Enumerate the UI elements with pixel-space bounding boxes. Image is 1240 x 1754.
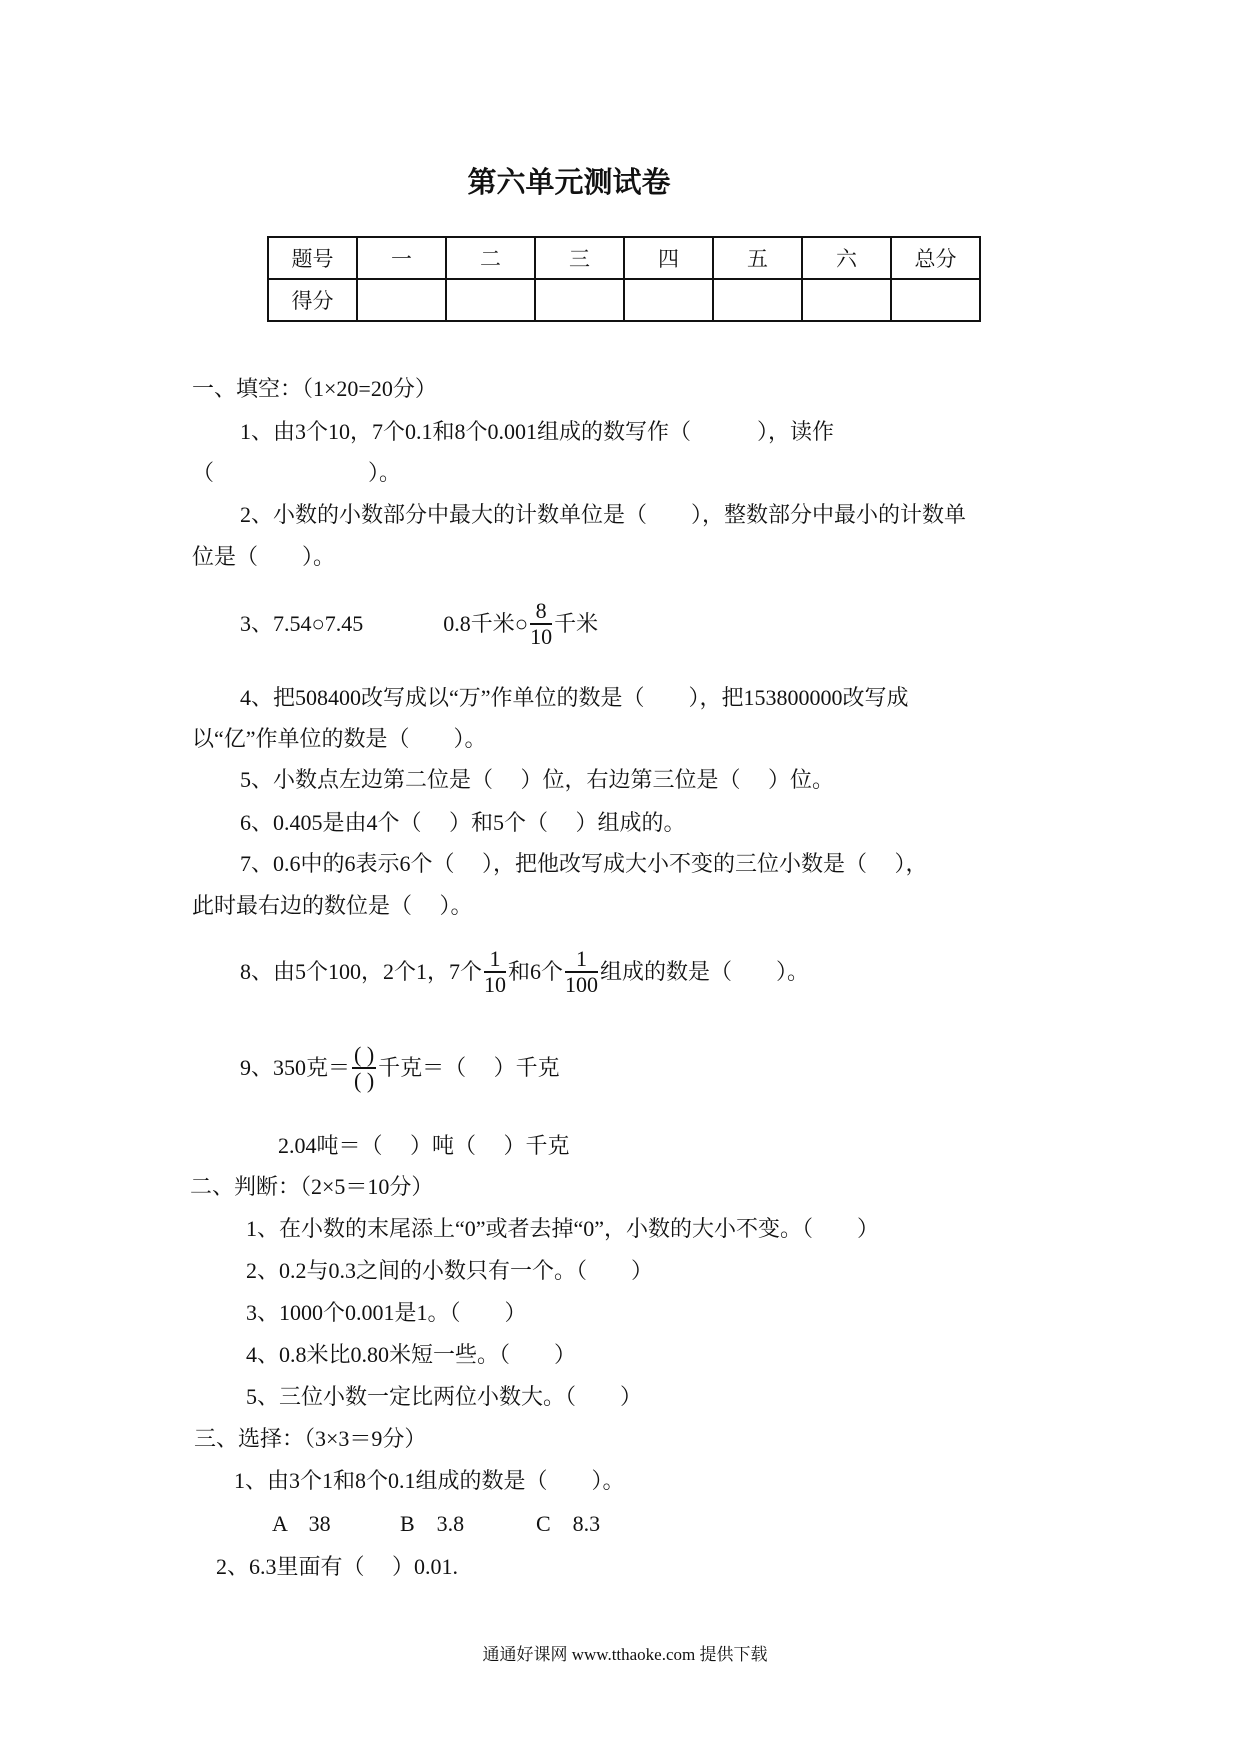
fraction-denominator: 10 — [484, 971, 507, 997]
score-cell — [535, 279, 624, 321]
judge-item: 1、在小数的末尾添上“0”或者去掉“0”，小数的大小不变。（ ） — [246, 1216, 880, 1241]
q2-line1: 2、小数的小数部分中最大的计数单位是（ ），整数部分中最小的计数单 — [240, 502, 967, 527]
choice-option-a: A 38 — [272, 1511, 331, 1536]
header-cell: 二 — [446, 237, 535, 279]
q8-line — [240, 945, 810, 999]
fraction-denominator: ( ) — [354, 1067, 375, 1093]
q8-text-c: 组成的数是（ ）。 — [600, 959, 810, 984]
fraction-numerator: 1 — [565, 947, 598, 973]
q4-line1: 4、把508400改写成以“万”作单位的数是（ ），把153800000改写成 — [240, 685, 909, 710]
q9-text-a: 9、350克＝ — [240, 1055, 351, 1080]
q2-line2: 位是（ ）。 — [192, 544, 336, 569]
choice-option-b: B 3.8 — [400, 1511, 465, 1536]
fraction-denominator: 100 — [565, 971, 599, 997]
score-cell — [446, 279, 535, 321]
judge-item: 5、三位小数一定比两位小数大。（ ） — [246, 1384, 643, 1409]
header-cell: 一 — [357, 237, 446, 279]
fraction — [565, 947, 598, 997]
section2-heading: 二、判断：（2×5＝10分） — [190, 1174, 434, 1199]
judge-item: 2、0.2与0.3之间的小数只有一个。（ ） — [246, 1258, 654, 1283]
q4-line2: 以“亿”作单位的数是（ ）。 — [192, 726, 487, 751]
score-cell — [713, 279, 802, 321]
section1-heading: 一、填空：（1×20=20分） — [192, 376, 437, 401]
fraction-numerator: 1 — [484, 947, 506, 973]
fraction — [352, 1043, 376, 1093]
header-cell: 三 — [535, 237, 624, 279]
section3-heading: 三、选择：（3×3＝9分） — [194, 1426, 427, 1451]
q6: 6、0.405是由4个（ ）和5个（ ）组成的。 — [240, 810, 686, 835]
score-cell — [802, 279, 891, 321]
fraction-denominator: 10 — [530, 623, 553, 649]
q8-text-a: 8、由5个100，2个1，7个 — [240, 959, 483, 984]
judge-item: 3、1000个0.001是1。（ ） — [246, 1300, 527, 1325]
q3-right: 千米 — [554, 611, 599, 636]
choice-option-c: C 8.3 — [536, 1511, 601, 1536]
score-cell — [891, 279, 980, 321]
q7-line2: 此时最右边的数位是（ ）。 — [192, 893, 473, 918]
fraction — [484, 947, 506, 997]
score-cell — [624, 279, 713, 321]
score-table — [267, 236, 981, 322]
q3-line — [240, 597, 599, 651]
q7-line1: 7、0.6中的6表示6个（ ），把他改写成大小不变的三位小数是（ ）， — [240, 851, 928, 876]
q5: 5、小数点左边第二位是（ ）位，右边第三位是（ ）位。 — [240, 767, 835, 792]
q8-text-b: 和6个 — [508, 959, 564, 984]
header-cell: 题号 — [268, 237, 357, 279]
score-table-score-row — [268, 279, 980, 321]
score-cell — [357, 279, 446, 321]
header-cell: 总分 — [891, 237, 980, 279]
footer-credit: 通通好课网 www.tthaoke.com 提供下载 — [482, 1645, 768, 1664]
score-table-header-row — [268, 237, 980, 279]
q3-left: 3、7.54○7.45 — [240, 611, 364, 636]
q3-mid: 0.8千米○ — [443, 611, 529, 636]
q9-line — [240, 1041, 560, 1095]
choice-q1: 1、由3个1和8个0.1组成的数是（ ）。 — [234, 1468, 625, 1493]
q1-line1: 1、由3个10，7个0.1和8个0.001组成的数写作（ ），读作 — [240, 419, 835, 444]
header-cell: 四 — [624, 237, 713, 279]
q1-line2: （ ）。 — [192, 460, 402, 485]
header-cell: 五 — [713, 237, 802, 279]
fraction-numerator: ( ) — [354, 1041, 375, 1067]
fraction — [530, 599, 552, 649]
q9-line2: 2.04吨＝（ ）吨（ ）千克 — [278, 1133, 570, 1158]
row-label: 得分 — [268, 279, 357, 321]
choice-q2: 2、6.3里面有（ ）0.01. — [216, 1554, 459, 1579]
fraction-numerator: 8 — [530, 599, 552, 625]
q9-text-b: 千克＝（ ）千克 — [378, 1055, 560, 1080]
header-cell: 六 — [802, 237, 891, 279]
judge-item: 4、0.8米比0.80米短一些。（ ） — [246, 1342, 577, 1367]
page-title: 第六单元测试卷 — [467, 165, 671, 199]
